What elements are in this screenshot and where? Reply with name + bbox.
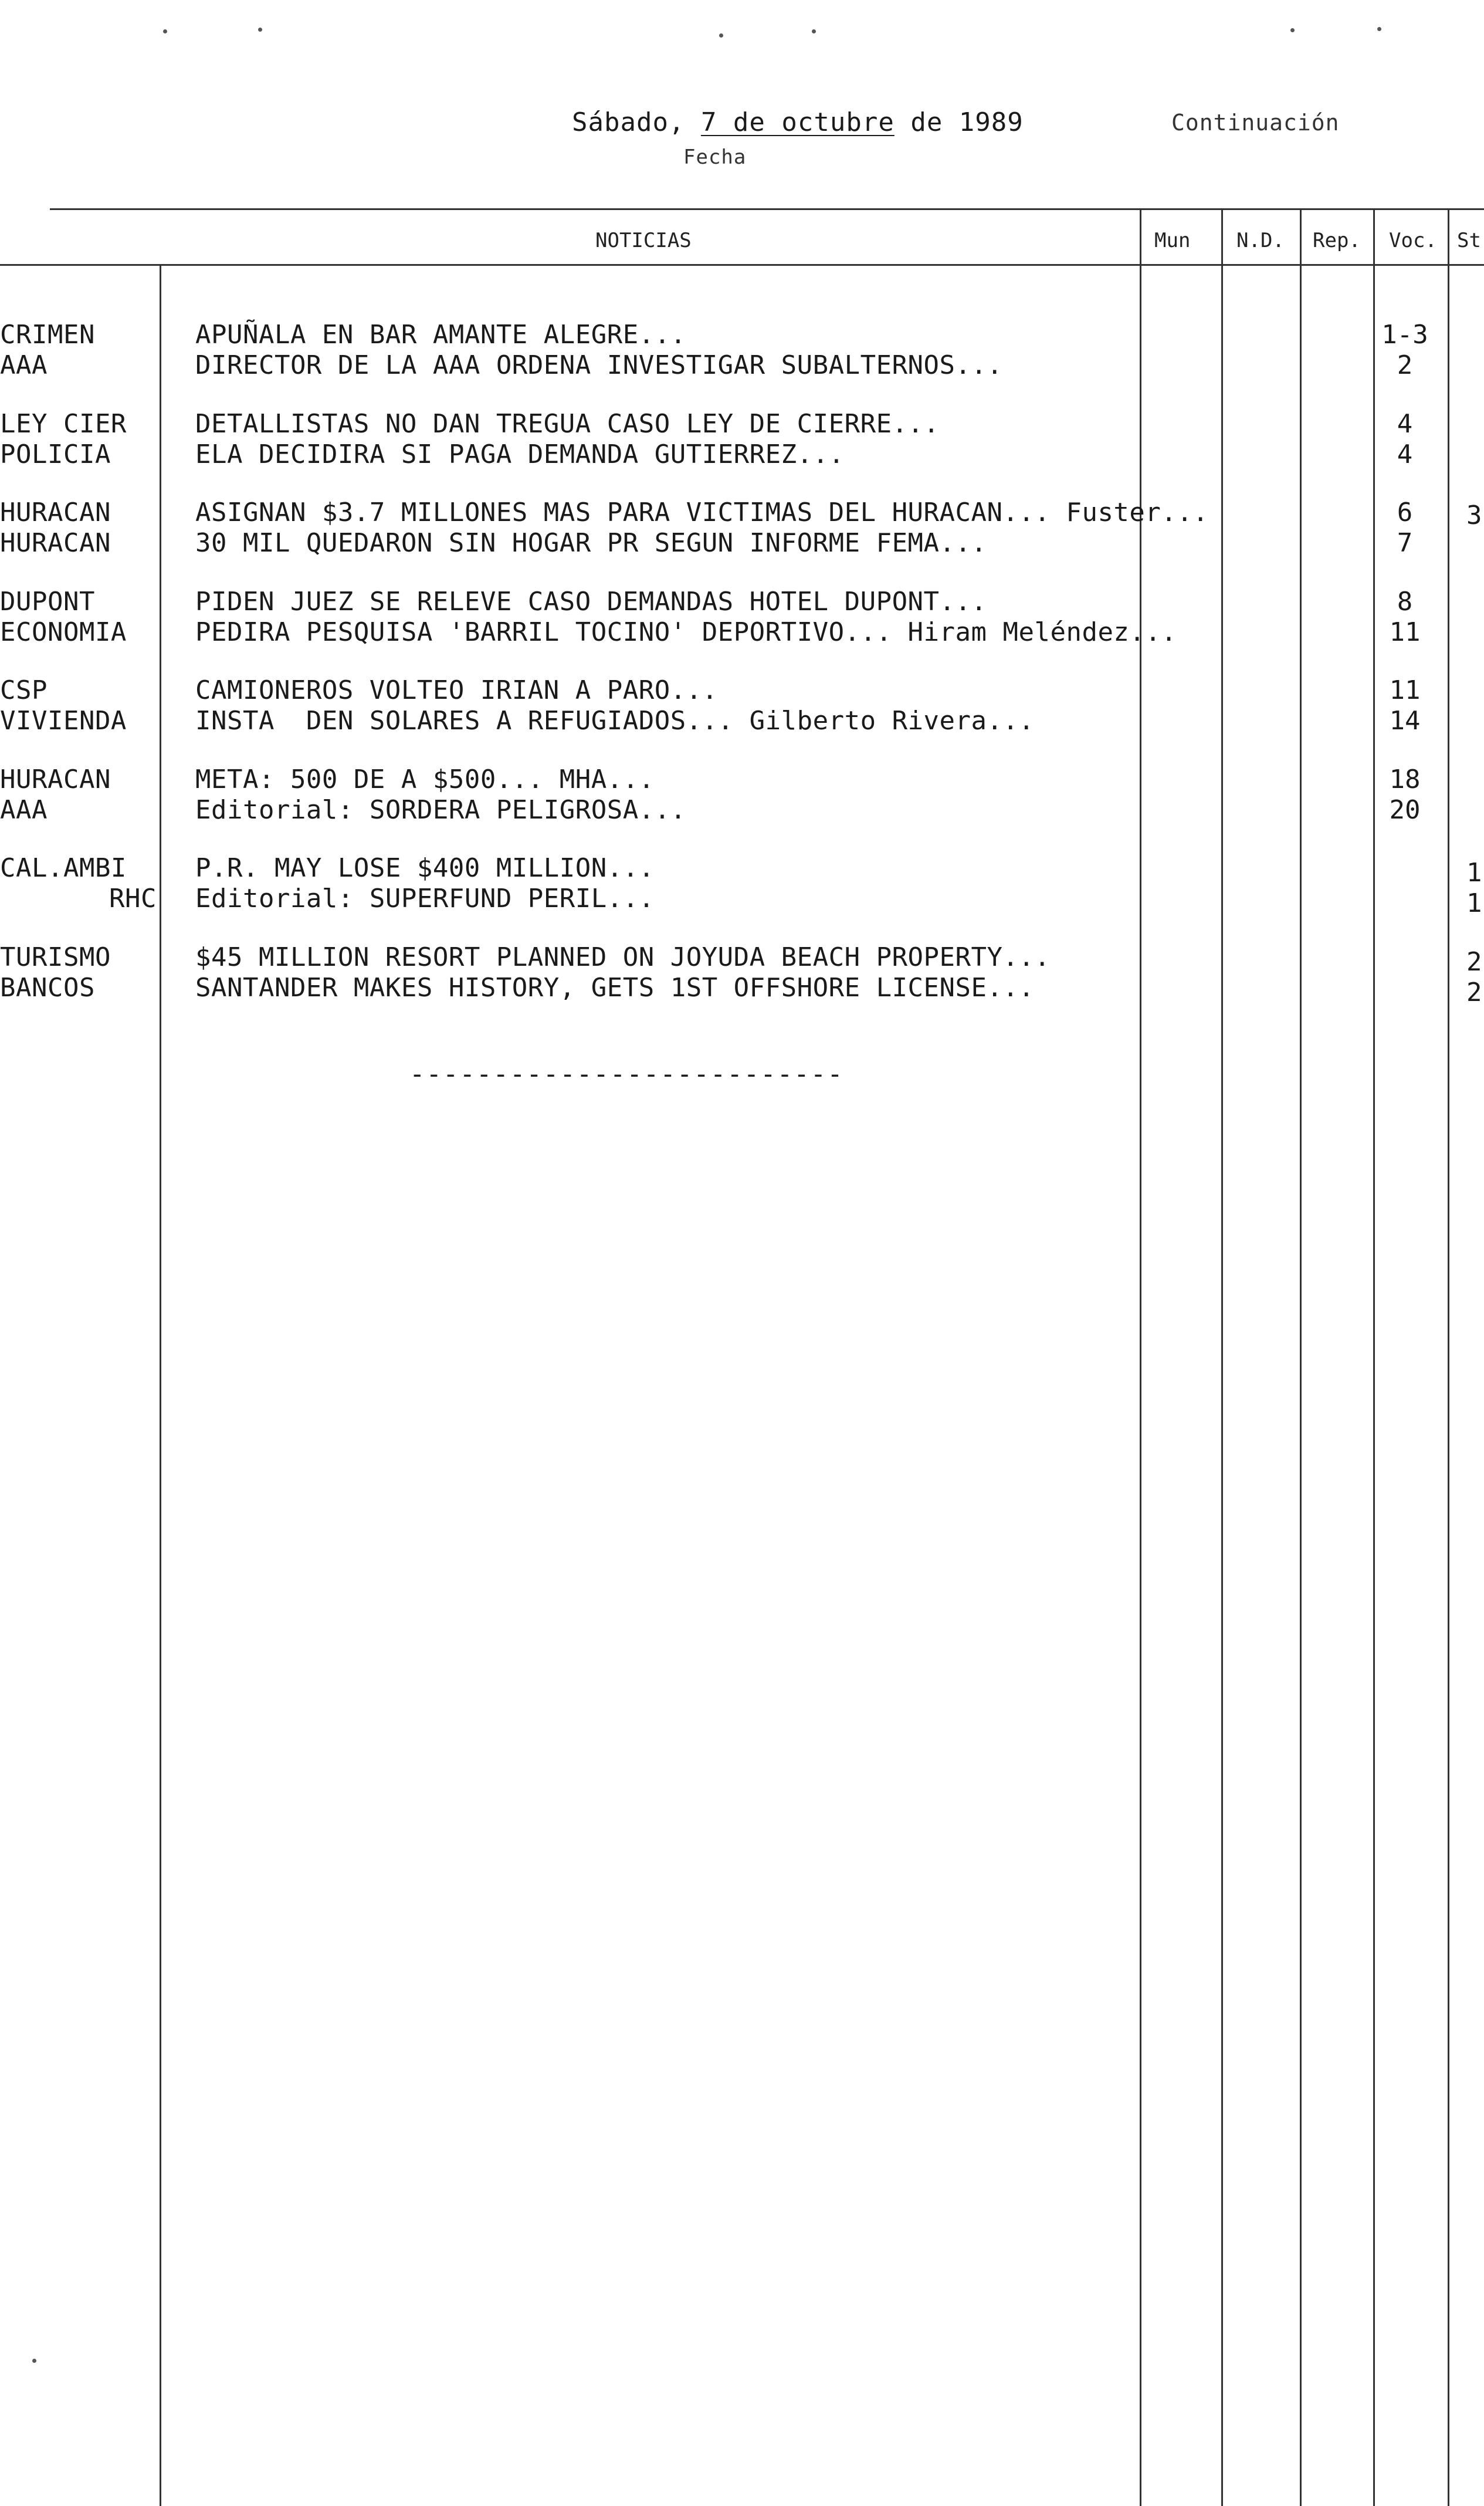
- scan-speck: [719, 33, 723, 38]
- row-voc: 1-3: [1381, 320, 1428, 350]
- row-category: BANCOS: [0, 973, 95, 1003]
- scan-speck: [32, 2359, 36, 2363]
- scan-speck: [812, 29, 816, 33]
- row-category: POLICIA: [0, 439, 111, 469]
- column-header-noticias: NOTICIAS: [595, 229, 692, 252]
- row-voc: 4: [1397, 409, 1413, 439]
- row-st: 3: [1466, 500, 1482, 530]
- row-headline: ELA DECIDIRA SI PAGA DEMANDA GUTIERREZ...: [195, 439, 845, 469]
- row-category: ECONOMIA: [0, 617, 127, 647]
- row-headline: ASIGNAN $3.7 MILLONES MAS PARA VICTIMAS DEL HURACAN... Fuster...: [195, 498, 1209, 527]
- column-header-rep: Rep.: [1313, 229, 1361, 252]
- date-day-month: 7 de octubre: [700, 107, 895, 137]
- row-category: CAL.AMBI: [0, 853, 127, 883]
- row-headline: PIDEN JUEZ SE RELEVE CASO DEMANDAS HOTEL DUPONT...: [195, 587, 987, 617]
- row-category: HURACAN: [0, 528, 111, 558]
- row-headline: META: 500 DE A $500... MHA...: [195, 765, 655, 794]
- row-category: DUPONT: [0, 587, 95, 617]
- row-voc: 11: [1389, 675, 1421, 705]
- scan-speck: [258, 28, 262, 32]
- row-voc: 2: [1397, 350, 1413, 380]
- row-headline: 30 MIL QUEDARON SIN HOGAR PR SEGUN INFORME FEMA...: [195, 528, 987, 558]
- row-category: VIVIENDA: [0, 706, 127, 736]
- row-voc: 20: [1389, 795, 1421, 825]
- row-headline: SANTANDER MAKES HISTORY, GETS 1ST OFFSHORE LICENSE...: [195, 973, 1035, 1003]
- row-category: AAA: [0, 795, 48, 825]
- row-category: AAA: [0, 350, 48, 380]
- row-headline: Editorial: SORDERA PELIGROSA...: [195, 795, 686, 825]
- end-separator: --------------------------: [409, 1059, 844, 1089]
- row-category: LEY CIER: [0, 409, 127, 439]
- row-category: HURACAN: [0, 765, 111, 794]
- row-headline: DIRECTOR DE LA AAA ORDENA INVESTIGAR SUBALTERNOS...: [195, 350, 1003, 380]
- scan-speck: [1290, 28, 1295, 32]
- row-voc: 11: [1389, 617, 1421, 647]
- row-st: 1: [1466, 858, 1482, 888]
- row-headline: $45 MILLION RESORT PLANNED ON JOYUDA BEACH PROPERTY...: [195, 942, 1051, 972]
- date-year: de 1989: [910, 107, 1024, 137]
- column-header-st: St: [1457, 229, 1481, 252]
- column-header-mun: Mun: [1154, 229, 1191, 252]
- column-header-nd: N.D.: [1236, 229, 1285, 252]
- row-st: 1: [1466, 888, 1482, 918]
- row-voc: 6: [1397, 498, 1413, 527]
- row-st: 2: [1466, 947, 1482, 977]
- scan-speck: [1377, 27, 1381, 31]
- page-date: [572, 107, 1024, 137]
- row-headline: P.R. MAY LOSE $400 MILLION...: [195, 853, 655, 883]
- row-category: RHC: [109, 884, 157, 914]
- row-st: 2: [1466, 978, 1482, 1007]
- row-voc: 14: [1389, 706, 1421, 736]
- row-voc: 8: [1397, 587, 1413, 617]
- row-headline: CAMIONEROS VOLTEO IRIAN A PARO...: [195, 675, 718, 705]
- row-category: CSP: [0, 675, 48, 705]
- rep-column-divider: [1300, 208, 1302, 2506]
- date-weekday: Sábado,: [572, 107, 685, 137]
- row-headline: APUÑALA EN BAR AMANTE ALEGRE...: [195, 320, 686, 350]
- row-headline: DETALLISTAS NO DAN TREGUA CASO LEY DE CIERRE...: [195, 409, 940, 439]
- scan-speck: [163, 29, 167, 33]
- table-header-rule: [0, 264, 1484, 266]
- category-column-divider: [160, 264, 161, 2506]
- mun-column-divider: [1140, 208, 1141, 2506]
- row-voc: 4: [1397, 439, 1413, 469]
- row-headline: Editorial: SUPERFUND PERIL...: [195, 884, 655, 914]
- row-headline: PEDIRA PESQUISA 'BARRIL TOCINO' DEPORTIVO... Hiram Meléndez...: [195, 617, 1177, 647]
- column-header-voc: Voc.: [1389, 229, 1437, 252]
- row-voc: 18: [1389, 765, 1421, 794]
- row-category: HURACAN: [0, 498, 111, 527]
- nd-column-divider: [1221, 208, 1223, 2506]
- row-category: TURISMO: [0, 942, 111, 972]
- date-label: Fecha: [683, 146, 747, 169]
- st-column-divider: [1448, 208, 1449, 2506]
- table-top-rule: [50, 208, 1484, 210]
- row-category: CRIMEN: [0, 320, 95, 350]
- row-headline: INSTA DEN SOLARES A REFUGIADOS... Gilberto Rivera...: [195, 706, 1035, 736]
- row-voc: 7: [1397, 528, 1413, 558]
- continuation-label: Continuación: [1171, 110, 1340, 136]
